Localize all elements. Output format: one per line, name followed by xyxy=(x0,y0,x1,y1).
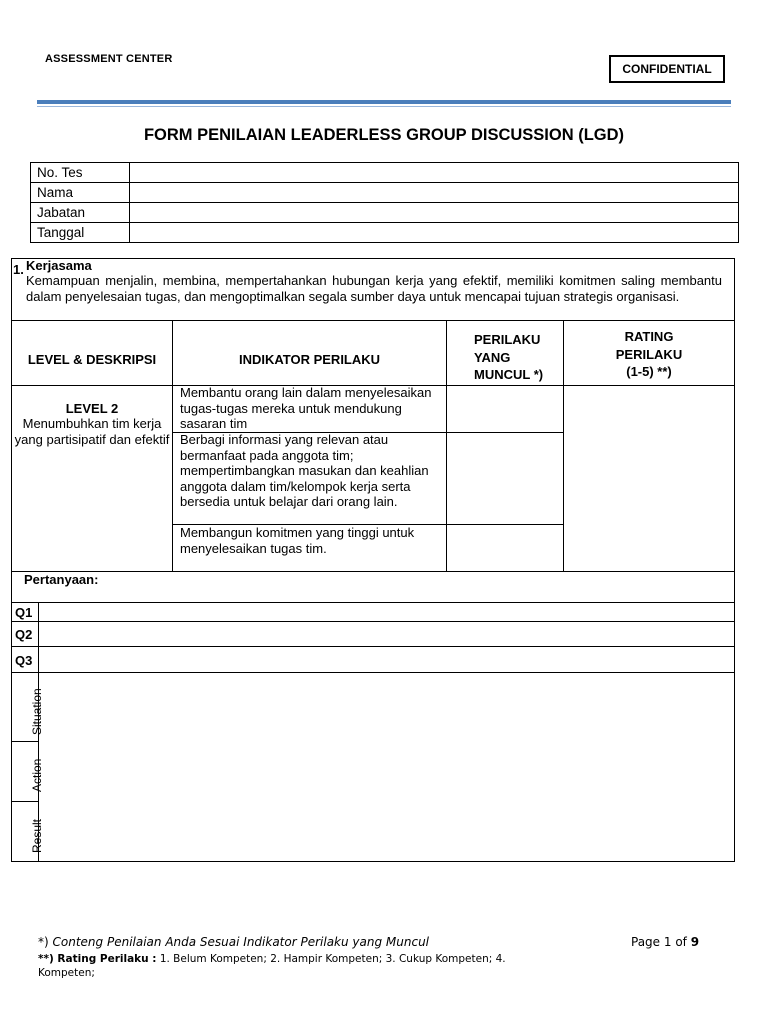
action-label: Action xyxy=(30,758,44,792)
questions-label: Pertanyaan: xyxy=(24,572,99,587)
identity-row xyxy=(31,183,739,203)
identity-table xyxy=(30,162,739,243)
indicator-item: Membangun komitmen yang tinggi untuk menyelesaikan tugas tim. xyxy=(180,525,415,556)
question-label: Q2 xyxy=(15,627,33,642)
page-number: Page 1 of 9 xyxy=(631,935,700,949)
identity-value-field[interactable] xyxy=(130,183,739,203)
behavior-check-cell[interactable] xyxy=(447,525,563,571)
level-header: LEVEL & DESKRIPSI xyxy=(27,352,157,367)
question-answer-field[interactable] xyxy=(39,647,734,672)
identity-value-field[interactable] xyxy=(130,223,739,243)
identity-value-field[interactable] xyxy=(130,203,739,223)
form-title: FORM PENILAIAN LEADERLESS GROUP DISCUSSION (LGD) xyxy=(143,126,625,144)
identity-label: Nama xyxy=(31,183,130,203)
competency-definition: Kemampuan menjalin, membina, mempertahankan hubungan kerja yang efektif, memiliki komitmen saling membantu dalam penyelesaian tugas, dan mengoptimalkan segala sumber daya untuk mencapai tujuan strategis organisasi. xyxy=(26,273,722,304)
level-title: LEVEL 2 xyxy=(65,401,119,416)
identity-label: No. Tes xyxy=(31,163,130,183)
header-rule-thin xyxy=(37,106,731,107)
footnote-rating: **) Rating Perilaku : 1. Belum Kompeten; 2. Hampir Kompeten; 3. Cukup Kompeten; 4. Kompeten; xyxy=(38,953,506,979)
indicator-item: Membantu orang lain dalam menyelesaikan tugas-tugas mereka untuk mendukung sasaran tim xyxy=(180,385,432,431)
confidential-label: CONFIDENTIAL xyxy=(609,55,725,83)
level-description: Menumbuhkan tim kerja yang partisipatif dan efektif xyxy=(14,416,170,447)
situation-label: Situation xyxy=(30,688,44,735)
identity-row xyxy=(31,163,739,183)
rating-input-cell[interactable] xyxy=(564,386,734,571)
identity-row xyxy=(31,203,739,223)
question-answer-field[interactable] xyxy=(39,622,734,646)
header-rule xyxy=(37,100,731,104)
notes-area[interactable] xyxy=(39,673,734,861)
indicator-header: INDIKATOR PERILAKU xyxy=(238,352,381,367)
footnote-behavior: *) Conteng Penilaian Anda Sesuai Indikator Perilaku yang Muncul xyxy=(38,935,430,949)
identity-label: Tanggal xyxy=(31,223,130,243)
competency-number: 1. xyxy=(13,262,24,277)
identity-row xyxy=(31,223,739,243)
question-label: Q1 xyxy=(15,605,33,620)
competency-name: Kerjasama xyxy=(26,258,92,273)
behavior-check-cell[interactable] xyxy=(447,433,563,524)
org-header: ASSESSMENT CENTER xyxy=(45,53,173,65)
question-answer-field[interactable] xyxy=(39,603,734,621)
behavior-check-cell[interactable] xyxy=(447,386,563,432)
indicator-item: Berbagi informasi yang relevan atau bermanfaat pada anggota tim; mempertimbangkan masukan dan keahlian anggota dalam tim/kelompok kerja serta bersedia untuk belajar dari orang lain. xyxy=(180,432,429,509)
question-label: Q3 xyxy=(15,653,33,668)
result-label: Result xyxy=(30,818,44,853)
identity-label: Jabatan xyxy=(31,203,130,223)
identity-value-field[interactable] xyxy=(130,163,739,183)
